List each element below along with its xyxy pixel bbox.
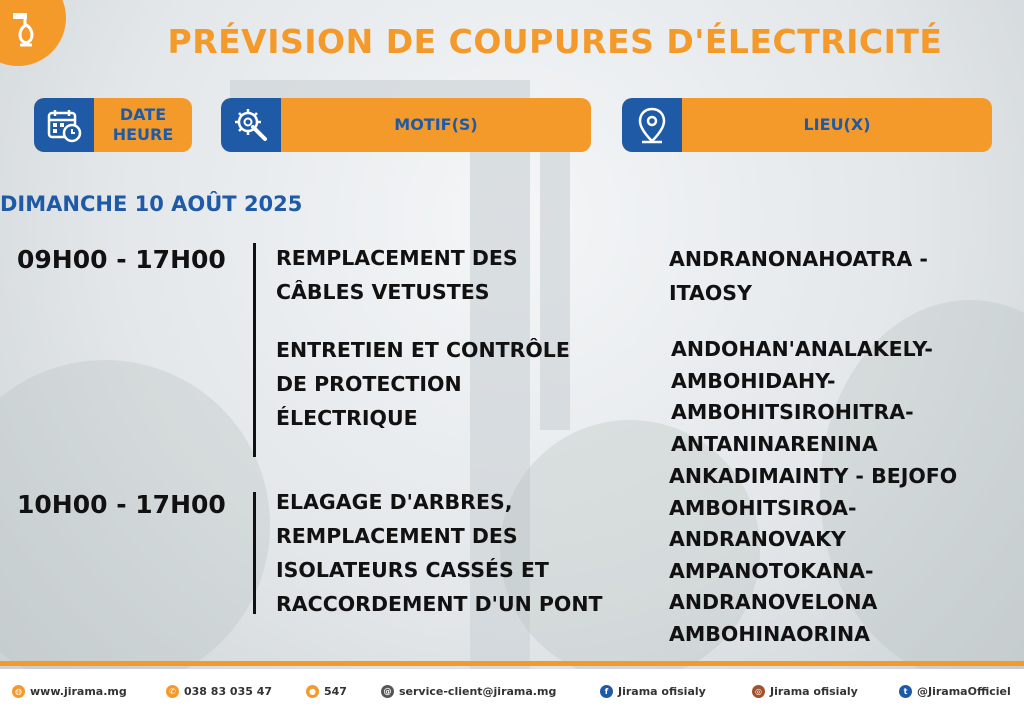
footer-stripe (0, 661, 1024, 666)
footer-email[interactable]: @ service-client@jirama.mg (381, 685, 556, 698)
lieu-text: ANDRANONAHOATRA - ITAOSY (669, 247, 928, 305)
footer-short-number[interactable]: ● 547 (306, 685, 347, 698)
background-crossarm (230, 80, 530, 100)
headset-icon: ● (306, 685, 319, 698)
page-title: PRÉVISION DE COUPURES D'ÉLECTRICITÉ (167, 22, 943, 61)
faucet-bulb-icon (7, 7, 51, 51)
date-heure-header (34, 98, 192, 152)
support-icon: @ (381, 685, 394, 698)
divider (253, 492, 256, 614)
time-slot: 09H00 - 17H00 (17, 245, 226, 274)
motif-text: REMPLACEMENT DES CÂBLES VETUSTES (276, 246, 518, 304)
footer-phone[interactable]: ✆ 038 83 035 47 (166, 685, 272, 698)
footer-facebook[interactable]: f Jirama ofisialy (600, 685, 706, 698)
lieu-header (622, 98, 992, 152)
motif-text: ELAGAGE D'ARBRES, REMPLACEMENT DES ISOLATEURS CASSÉS ET RACCORDEMENT D'UN PONT (276, 490, 603, 616)
globe-icon: ◍ (12, 685, 25, 698)
lieu-text: ANDOHAN'ANALAKELY- AMBOHIDAHY- AMBOHITSIROHITRA- ANTANINARENINA (671, 337, 933, 456)
instagram-icon: ◎ (752, 685, 765, 698)
lieu-label: LIEU(X) (803, 115, 871, 134)
day-heading: DIMANCHE 10 AOÛT 2025 (0, 192, 303, 216)
calendar-clock-icon (34, 98, 94, 152)
motif-label: MOTIF(S) (394, 115, 478, 134)
date-label: DATE (119, 105, 167, 124)
lieu-text: ANKADIMAINTY - BEJOFO AMBOHITSIROA- ANDRANOVAKY AMPANOTOKANA- ANDRANOVELONA AMBOHINAORINA (669, 464, 958, 646)
divider (253, 243, 256, 457)
motif-text: ENTRETIEN ET CONTRÔLE DE PROTECTION ÉLECTRIQUE (276, 338, 570, 430)
footer-twitter[interactable]: t @JiramaOfficiel (899, 685, 1011, 698)
motif-header (221, 98, 591, 152)
facebook-icon: f (600, 685, 613, 698)
time-slot: 10H00 - 17H00 (17, 490, 226, 519)
footer-instagram[interactable]: ◎ Jirama ofisialy (752, 685, 858, 698)
twitter-icon: t (899, 685, 912, 698)
heure-label: HEURE (112, 125, 174, 144)
footer-website[interactable]: ◍ www.jirama.mg (12, 685, 127, 698)
phone-icon: ✆ (166, 685, 179, 698)
gear-wrench-icon (221, 98, 281, 152)
location-pin-icon (622, 98, 682, 152)
